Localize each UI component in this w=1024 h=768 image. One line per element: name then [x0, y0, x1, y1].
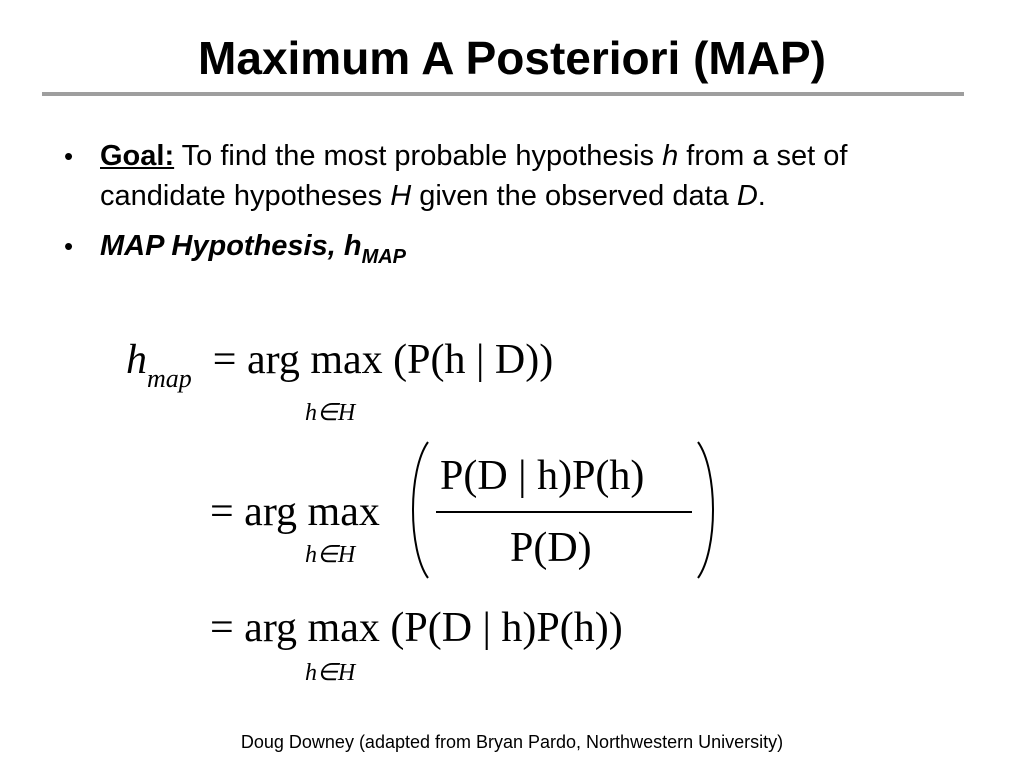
goal-text-4: .	[757, 180, 766, 212]
eq1-under: h∈H	[305, 400, 356, 426]
eq1-lhs-h: h	[126, 337, 147, 383]
goal-var-h: h	[662, 140, 679, 172]
map-hypothesis-label	[100, 230, 407, 268]
eq3-under: h∈H	[305, 660, 356, 686]
eq2-under: h∈H	[305, 542, 356, 568]
bullet-dot: •	[64, 141, 74, 171]
eq2-prefix: = arg max	[210, 489, 380, 535]
bullet-dot: •	[64, 231, 74, 261]
bullet-map-hypothesis	[60, 226, 980, 277]
goal-var-H: H	[390, 180, 412, 212]
eq2-denominator: P(D)	[510, 525, 592, 571]
eq2-left-paren	[402, 440, 432, 580]
eq2-numerator: P(D | h)P(h)	[440, 453, 645, 499]
footer-credit: Doug Downey (adapted from Bryan Pardo, Northwestern University)	[240, 732, 784, 752]
bullet-list	[60, 136, 980, 287]
equation-line-3: = arg max (P(D | h)P(h))	[210, 605, 623, 651]
slide-title: Maximum A Posteriori (MAP)	[198, 32, 826, 84]
goal-text-2: from a set of candidate hypotheses	[100, 140, 848, 212]
goal-text-3: given the observed data	[411, 180, 737, 212]
equation-line-1	[126, 336, 553, 394]
goal-label: Goal:	[100, 140, 175, 172]
eq2-fraction-bar	[436, 511, 692, 513]
map-label-text: MAP Hypothesis, h	[100, 230, 362, 262]
title-divider	[42, 92, 964, 96]
bullet-goal	[60, 136, 980, 216]
map-subscript: MAP	[361, 246, 407, 268]
goal-text-1: To find the most probable hypothesis	[174, 140, 663, 172]
eq1-lhs-sub: map	[147, 364, 192, 393]
eq2-right-paren	[694, 440, 724, 580]
eq1-rhs: = arg max (P(h | D))	[212, 337, 554, 383]
goal-var-D: D	[736, 180, 758, 212]
